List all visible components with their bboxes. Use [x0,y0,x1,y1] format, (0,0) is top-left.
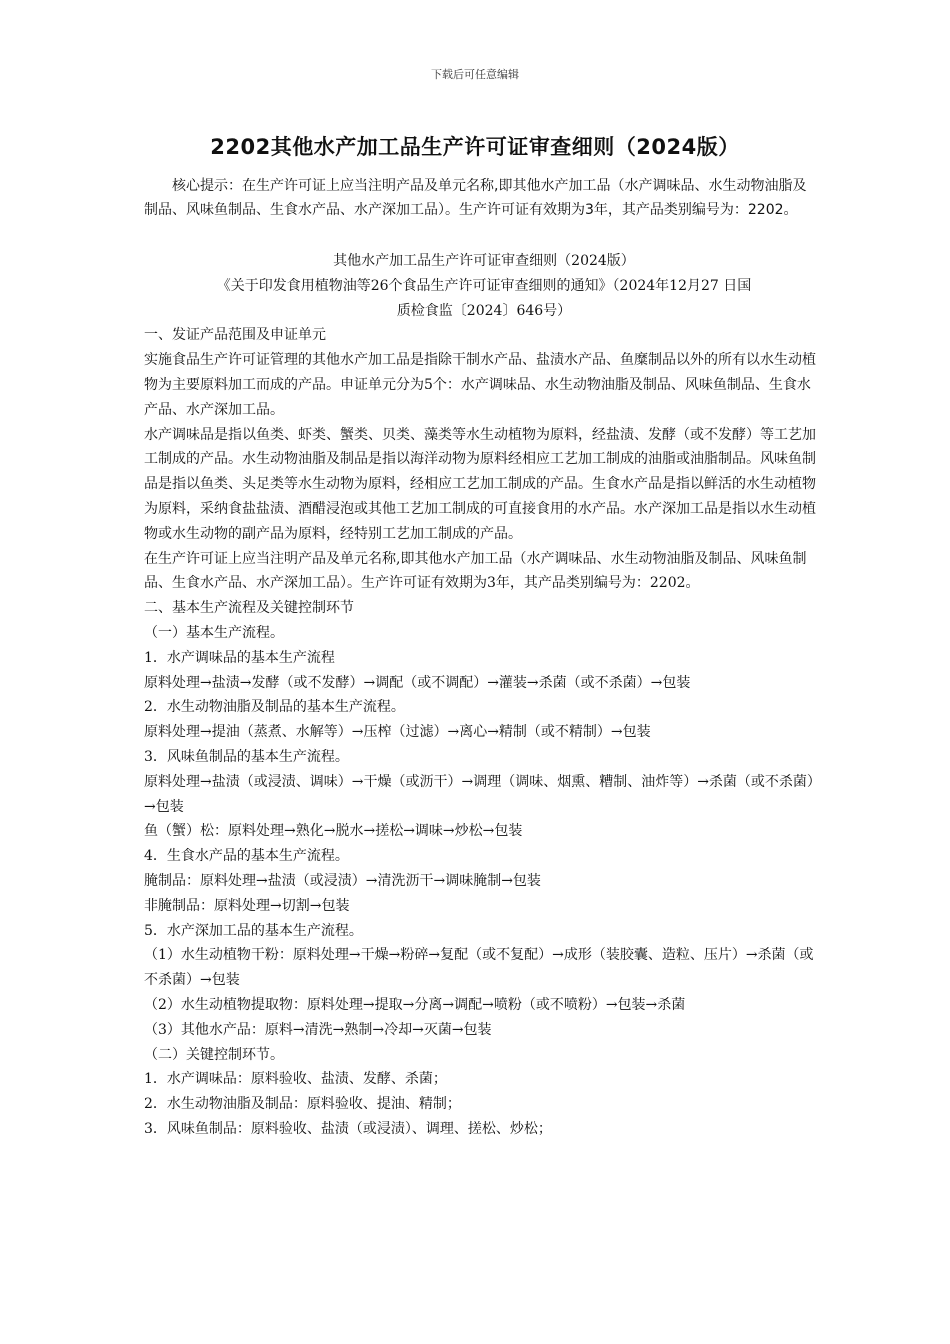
item-heading: 5．水产深加工品的基本生产流程。 [144,922,363,939]
document-title: 2202其他水产加工品生产许可证审查细则（2024版） [210,135,740,159]
item-heading: 3．风味鱼制品的基本生产流程。 [144,748,349,765]
section-heading: 一、发证产品范围及申证单元 [144,327,326,344]
paragraph: 实施食品生产许可证管理的其他水产加工品是指除干制水产品、盐渍水产品、鱼糜制品以外的所有以水生动植物为主要原料加工而成的产品。申证单元分为5个：水产调味品、水生动物油脂及制品、风味鱼制品、生食水产品、水产深加工品。 [144,352,816,418]
item-heading: 4．生食水产品的基本生产流程。 [144,848,349,865]
section-heading: 二、基本生产流程及关键控制环节 [144,600,354,617]
paragraph: 在生产许可证上应当注明产品及单元名称,即其他水产加工品（水产调味品、水生动物油脂及制品、风味鱼制品、生食水产品、水产深加工品）。生产许可证有效期为3年，其产品类别编号为：2202。 [144,550,807,592]
item-heading: 2．水生动物油脂及制品的基本生产流程。 [144,699,405,716]
notice-line-1: 《关于印发食用植物油等26个食品生产许可证审查细则的通知》（2024年12月27 日国 [216,277,752,294]
subsection-heading: （二）关键控制环节。 [144,1046,284,1063]
regulation-title: 其他水产加工品生产许可证审查细则（2024版） [333,253,635,269]
paragraph: 水产调味品是指以鱼类、虾类、蟹类、贝类、藻类等水生动植物为原料，经盐渍、发酵（或不发酵）等工艺加工制成的产品。水生动物油脂及制品是指以海洋动物为原料经相应工艺加工制成的油脂或油脂制品。风味鱼制品是指以鱼类、头足类等水生动物为原料，经相应工艺加工制成的产品。生食水产品是指以鲜活的水生动植物为原料，采纳食盐盐渍、酒醋浸泡或其他工艺加工制成的可直接食用的水产品。水产深加工品是指以水生动植物或水生动物的副产品为原料，经特别工艺加工制成的产品。 [144,426,816,542]
document-body [144,249,824,1142]
process-flow: 鱼（蟹）松：原料处理→熟化→脱水→搓松→调味→炒松→包装 [144,823,523,840]
process-flow: 原料处理→盐渍（或浸渍、调味）→干燥（或沥干）→调理（调味、烟熏、糟制、油炸等）→杀菌（或不杀菌）→包装 [144,773,821,815]
process-flow: （3）其他水产品：原料→清洗→熟制→冷却→灭菌→包装 [144,1021,492,1038]
core-summary: 核心提示：在生产许可证上应当注明产品及单元名称,即其他水产加工品（水产调味品、水生动物油脂及制品、风味鱼制品、生食水产品、水产深加工品）。生产许可证有效期为3年，其产品类别编号为：2202。 [144,178,807,218]
notice-line-2: 质检食监〔2024〕646号） [396,302,572,319]
process-flow: （2）水生动植物提取物：原料处理→提取→分离→调配→喷粉（或不喷粉）→包装→杀菌 [144,996,686,1013]
control-point: 3．风味鱼制品：原料验收、盐渍（或浸渍）、调理、搓松、炒松； [144,1120,552,1137]
download-note: 下载后可任意编辑 [431,68,519,81]
subsection-heading: （一）基本生产流程。 [144,624,284,641]
control-point: 1．水产调味品：原料验收、盐渍、发酵、杀菌； [144,1071,447,1088]
process-flow: 腌制品：原料处理→盐渍（或浸渍）→清洗沥干→调味腌制→包装 [144,872,541,889]
process-flow: 原料处理→盐渍→发酵（或不发酵）→调配（或不调配）→灌装→杀菌（或不杀菌）→包装 [144,674,691,691]
item-heading: 1．水产调味品的基本生产流程 [144,649,335,666]
process-flow: 原料处理→提油（蒸煮、水解等）→压榨（过滤）→离心→精制（或不精制）→包装 [144,724,651,741]
process-flow: （1）水生动植物干粉：原料处理→干燥→粉碎→复配（或不复配）→成形（装胶囊、造粒、压片）→杀菌（或不杀菌）→包装 [144,947,814,989]
control-point: 2．水生动物油脂及制品：原料验收、提油、精制； [144,1096,461,1113]
process-flow: 非腌制品：原料处理→切割→包装 [144,897,350,914]
